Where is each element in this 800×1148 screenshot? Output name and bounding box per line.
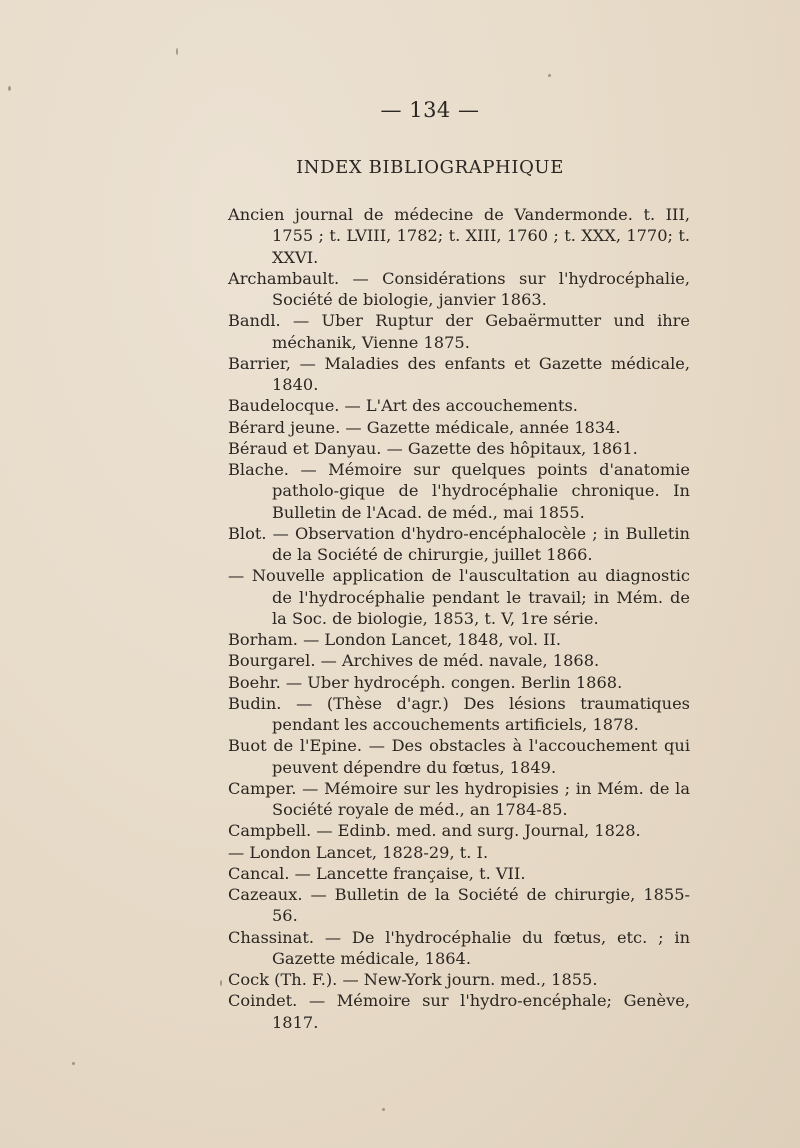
bibliography-entry: Bourgarel. — Archives de méd. navale, 1868. <box>228 651 600 671</box>
bibliography-entry: Campbell. — Edinb. med. and surg. Journal, 1828. <box>228 821 641 841</box>
bibliography-entry: Boehr. — Uber hydrocéph. congen. Berlin 1868. <box>228 672 623 692</box>
bibliography-entry: — Nouvelle application de l'auscultation au diagnostic de l'hydrocéphalie pendant le travail; in Mém. de la Soc. de biologie, 1853, t. V, 1re série. <box>228 566 690 628</box>
bibliography-entry: Budin. — (Thèse d'agr.) Des lésions traumatiques pendant les accouchements artificiels, 1878. <box>228 693 690 734</box>
bibliography-entry: Chassinat. — De l'hydrocéphalie du fœtus, etc. ; in Gazette médicale, 1864. <box>228 927 690 968</box>
bibliography-entry: Béraud et Danyau. — Gazette des hôpitaux, 1861. <box>228 438 638 458</box>
bibliography-entry: Archambault. — Considérations sur l'hydrocéphalie, Société de biologie, janvier 1863. <box>228 268 690 309</box>
bibliography-entry: Borham. — London Lancet, 1848, vol. II. <box>228 630 562 649</box>
bibliography-entry: Blache. — Mémoire sur quelques points d'anatomie patholo-gique de l'hydrocéphalie chronique. In Bulletin de l'Acad. de méd., mai 1855. <box>228 460 690 522</box>
bibliography-entry: Camper. — Mémoire sur les hydropisies ; in Mém. de la Société royale de méd., an 1784-85. <box>228 778 690 819</box>
bibliography-entry: Bérard jeune. — Gazette médicale, année 1834. <box>228 417 621 437</box>
paper-speck <box>548 74 551 77</box>
page-number: — 134 — <box>380 98 480 122</box>
paper-speck <box>220 980 222 986</box>
paper-speck <box>8 86 11 91</box>
paper-speck <box>382 1108 385 1111</box>
bibliography-entry: Cazeaux. — Bulletin de la Société de chirurgie, 1855-56. <box>228 885 690 926</box>
bibliography-list <box>228 204 690 1033</box>
bibliography-entry: Barrier, — Maladies des enfants et Gazette médicale, 1840. <box>228 353 690 394</box>
bibliography-entry: Bandl. — Uber Ruptur der Gebaërmutter und ihre méchanik, Vienne 1875. <box>228 311 690 352</box>
bibliography-entry: Baudelocque. — L'Art des accouchements. <box>228 396 578 416</box>
bibliography-entry: Ancien journal de médecine de Vandermonde. t. III, 1755 ; t. LVIII, 1782; t. XIII, 1760 ; t. XXX, 1770; t. XXVI. <box>228 205 690 267</box>
bibliography-entry: — London Lancet, 1828-29, t. I. <box>228 842 489 862</box>
paper-speck <box>72 1062 75 1065</box>
bibliography-entry: Blot. — Observation d'hydro-encéphalocèle ; in Bulletin de la Société de chirurgie, juillet 1866. <box>228 523 690 564</box>
bibliography-entry: Buot de l'Epine. — Des obstacles à l'accouchement qui peuvent dépendre du fœtus, 1849. <box>228 736 690 777</box>
paper-speck <box>176 48 178 55</box>
bibliography-entry: Cancal. — Lancette française, t. VII. <box>228 863 526 883</box>
bibliography-entry: Coindet. — Mémoire sur l'hydro-encéphale; Genève, 1817. <box>228 991 690 1032</box>
index-title: INDEX BIBLIOGRAPHIQUE <box>296 157 564 178</box>
bibliography-entry: Cock (Th. F.). — New-York journ. med., 1855. <box>228 970 598 989</box>
